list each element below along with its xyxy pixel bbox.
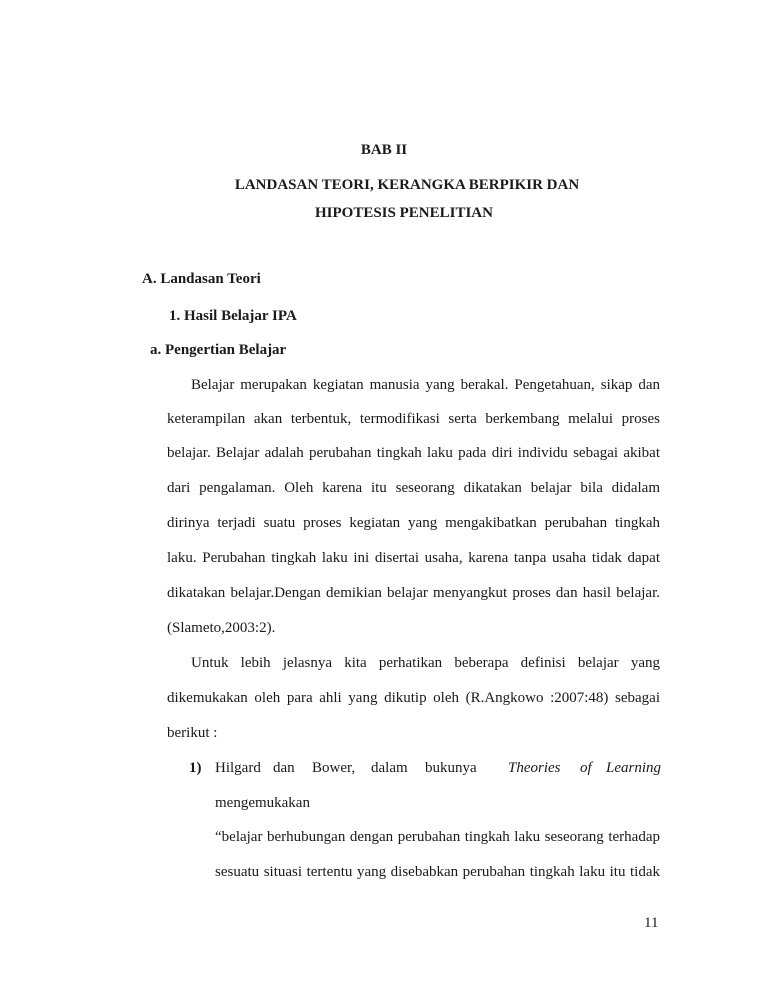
- paragraph2-line: berikut :: [167, 725, 218, 741]
- chapter-title-line2: HIPOTESIS PENELITIAN: [315, 205, 493, 221]
- list-item-number: 1): [189, 760, 202, 776]
- list-item-word: dan: [273, 760, 295, 776]
- chapter-heading: BAB II: [360, 142, 408, 158]
- paragraph2-line: dikemukakan oleh para ahli yang dikutip oleh (R.Angkowo :2007:48) sebagai: [167, 690, 660, 706]
- chapter-title-line1: LANDASAN TEORI, KERANGKA BERPIKIR DAN: [234, 177, 580, 193]
- list-item-word: bukunya: [425, 760, 477, 776]
- quote-line: sesuatu situasi tertentu yang disebabkan perubahan tingkah laku itu tidak: [215, 864, 660, 880]
- paragraph1-citation: (Slameto,2003:2).: [167, 620, 276, 636]
- paragraph1-line: dirinya terjadi suatu proses kegiatan yang mengakibatkan perubahan tingkah: [167, 515, 660, 531]
- paragraph1-line: belajar. Belajar adalah perubahan tingkah laku pada diri individu sebagai akibat: [167, 445, 660, 461]
- book-title-word: Theories: [508, 760, 561, 776]
- section-a-heading: A. Landasan Teori: [142, 271, 261, 287]
- paragraph2-line: Untuk lebih jelasnya kita perhatikan beberapa definisi belajar yang: [191, 655, 660, 671]
- list-item-word: Hilgard: [215, 760, 261, 776]
- book-title-word: Learning: [606, 760, 662, 776]
- paragraph1-line: laku. Perubahan tingkah laku ini disertai usaha, karena tanpa usaha tidak dapat: [167, 550, 660, 566]
- quote-line: “belajar berhubungan dengan perubahan tingkah laku seseorang terhadap: [215, 829, 660, 845]
- list-item-line2: mengemukakan: [215, 795, 310, 811]
- subsection-1-heading: 1. Hasil Belajar IPA: [169, 308, 297, 324]
- subsection-a-heading: a. Pengertian Belajar: [150, 342, 287, 358]
- paragraph1-line: Belajar merupakan kegiatan manusia yang berakal. Pengetahuan, sikap dan: [191, 377, 660, 393]
- paragraph1-line: dikatakan belajar.Dengan demikian belajar menyangkut proses dan hasil belajar.: [167, 585, 660, 601]
- book-title-word: of: [580, 760, 592, 776]
- list-item-word: Bower,: [312, 760, 356, 776]
- paragraph1-line: dari pengalaman. Oleh karena itu seseorang dikatakan belajar bila didalam: [167, 480, 660, 496]
- list-item-word: dalam: [371, 760, 408, 776]
- page-number: 11: [644, 915, 659, 931]
- paragraph1-line: keterampilan akan terbentuk, termodifikasi serta berkembang melalui proses: [167, 411, 660, 427]
